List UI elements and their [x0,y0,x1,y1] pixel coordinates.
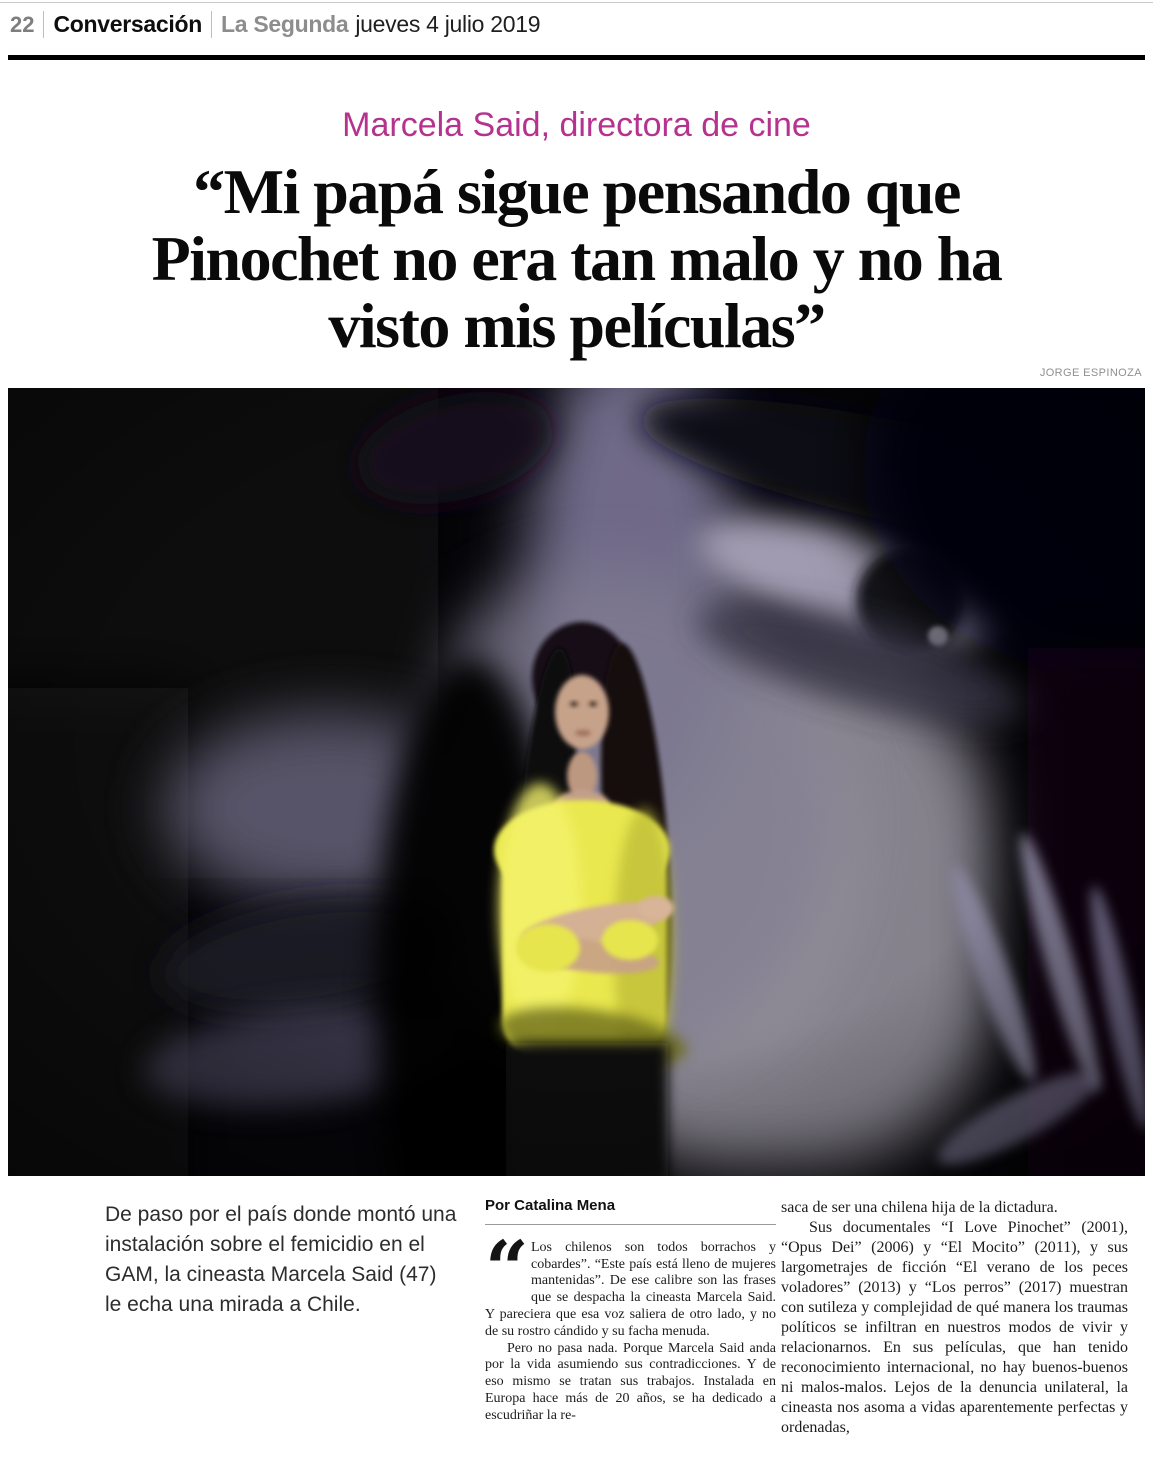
byline: Por Catalina Mena [485,1198,776,1225]
kicker: Marcela Said, directora de cine [342,106,811,144]
section-title: Conversación [53,11,202,37]
issue-date: jueves 4 julio 2019 [355,11,541,37]
paragraph-text: Los chilenos son todos borrachos y cobardes”. “Este país está lleno de mujeres mantenidas”. De ese calibre son las frases que se despacha la cineasta Marcela Said. Y pareciera que esa voz saliera de otro lado, y no de su rostro cándido y su facha menuda. [485,1239,776,1339]
headline-line-2: Pinochet no era tan malo y no ha [151,223,1002,294]
header-rule [8,55,1145,60]
article-photo [8,388,1145,1176]
headline-line-1: “Mi papá sigue pensando que [193,156,960,227]
page-number: 22 [10,11,35,37]
masthead [10,11,1145,38]
photo-credit: JORGE ESPINOZA [1039,367,1142,379]
masthead-divider [211,11,212,38]
headline-line-3: visto mis películas” [328,290,825,361]
headline [0,158,1153,359]
column-right [781,1198,1128,1438]
masthead-divider [43,11,44,38]
newspaper-name: La Segunda [221,11,349,37]
photo-illustration [8,388,1145,1176]
top-hairline [0,2,1153,3]
column-middle [485,1198,776,1425]
paragraph: Pero no pasa nada. Porque Marcela Said anda por la vida asumiendo sus contradicciones. Y de eso mismo se tratan sus trabajos. Instalada en Europa hace más de 20 años, se ha dedicado a escudriñar la re- [485,1340,776,1423]
paragraph [485,1223,776,1341]
article-intro: De paso por el país donde montó una instalación sobre el femicidio en el GAM, la cineasta Marcela Said (47) le echa una mirada a Chile. [105,1203,457,1316]
vignette [8,388,1145,1176]
paragraph: saca de ser una chilena hija de la dictadura. [781,1199,1058,1216]
opening-quote-icon: “ [485,1223,525,1313]
paragraph: Sus documentales “I Love Pinochet” (2001), “Opus Dei” (2006) y “El Mocito” (2011), y sus largometrajes de ficción “El verano de los peces voladores” (2013) y “Los perros” (2017) muestran con sutileza y complejidad de qué manera los traumas políticos se infiltran en nuestros modos de vivir y relacionarnos. En sus películas, que han tenido reconocimiento internacional, no hay buenos-buenos ni malos-malos. Lejos de la denuncia unilateral, la cineasta nos asoma a vidas aparentemente perfectas y ordenadas, [781,1219,1128,1436]
